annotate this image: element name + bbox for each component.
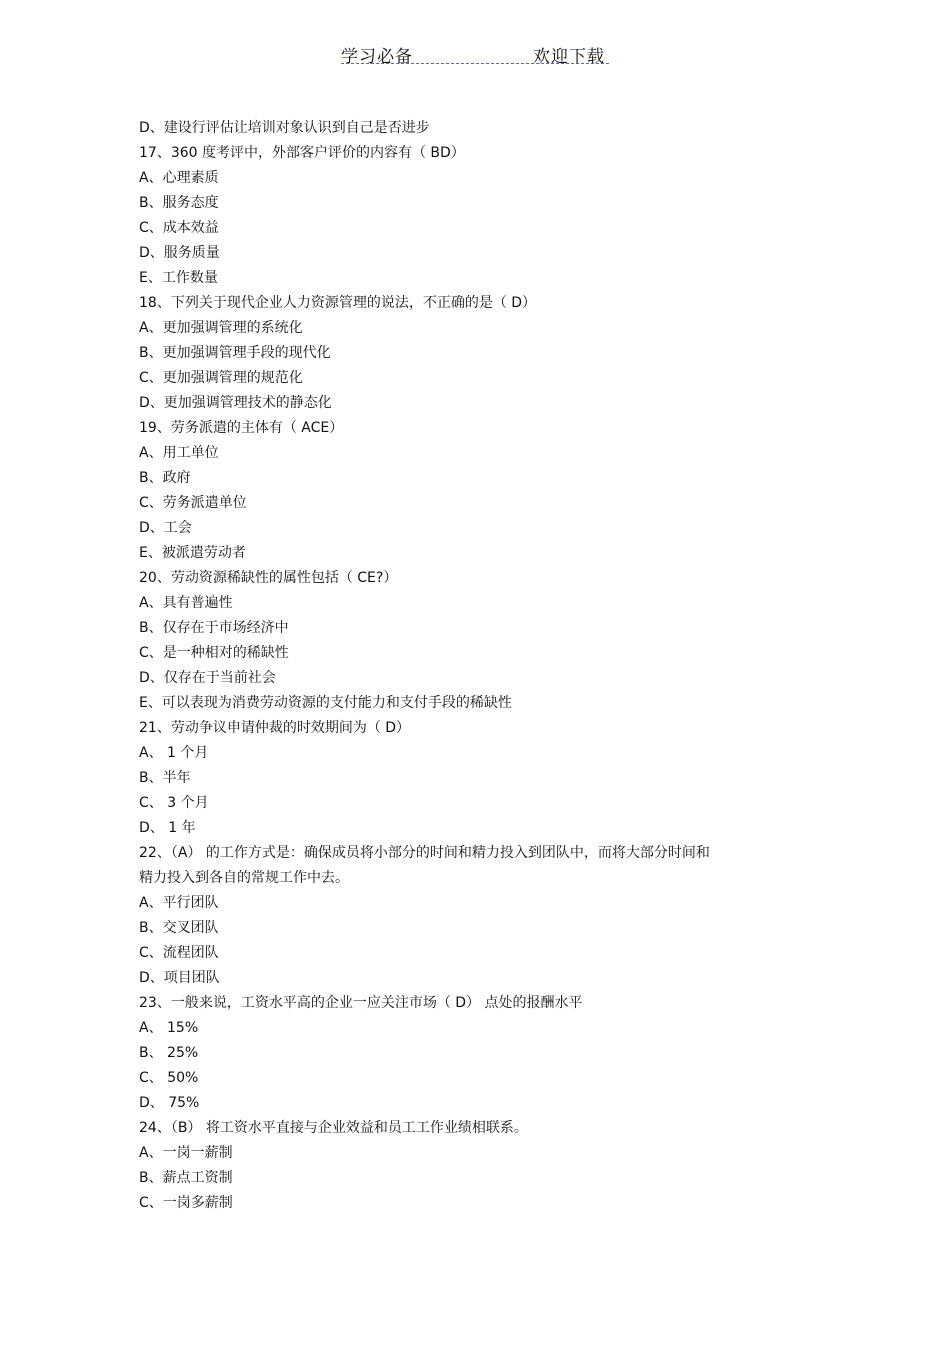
option-line: D、 75% — [139, 1095, 200, 1111]
option-line: D、服务质量 — [139, 245, 220, 261]
option-line: E、被派遣劳动者 — [139, 545, 246, 561]
option-line: E、工作数量 — [139, 270, 218, 286]
option-line: A、 15% — [139, 1020, 199, 1036]
option-line: E、可以表现为消费劳动资源的支付能力和支付手段的稀缺性 — [139, 695, 512, 711]
header-left-text: 学习必备 — [341, 47, 413, 67]
option-line: C、更加强调管理的规范化 — [139, 370, 303, 386]
header-dashed-rule — [341, 63, 609, 64]
option-line: A、更加强调管理的系统化 — [139, 320, 303, 336]
option-line: B、薪点工资制 — [139, 1170, 233, 1186]
option-line: B、政府 — [139, 470, 191, 486]
option-line: D、工会 — [139, 520, 192, 536]
question-18: 18、下列关于现代企业人力资源管理的说法，不正确的是（ D） — [139, 295, 537, 311]
option-line: C、劳务派遣单位 — [139, 495, 247, 511]
option-line: C、成本效益 — [139, 220, 219, 236]
option-line: B、更加强调管理手段的现代化 — [139, 345, 331, 361]
question-20: 20、劳动资源稀缺性的属性包括（ CE?） — [139, 570, 398, 586]
question-24: 24、（B） 将工资水平直接与企业效益和员工工作业绩相联系。 — [139, 1120, 528, 1136]
option-line: D、项目团队 — [139, 970, 220, 986]
question-22-continued: 精力投入到各自的常规工作中去。 — [139, 870, 349, 886]
option-line: C、 3 个月 — [139, 795, 209, 811]
option-line: A、具有普遍性 — [139, 595, 233, 611]
option-line: D、仅存在于当前社会 — [139, 670, 276, 686]
question-23: 23、一般来说，工资水平高的企业一应关注市场（ D） 点处的报酬水平 — [139, 995, 583, 1011]
option-line: A、一岗一薪制 — [139, 1145, 233, 1161]
option-line: B、 25% — [139, 1045, 199, 1061]
question-19: 19、劳务派遣的主体有（ ACE） — [139, 420, 344, 436]
option-line: A、心理素质 — [139, 170, 219, 186]
option-line: C、是一种相对的稀缺性 — [139, 645, 289, 661]
option-line: C、 50% — [139, 1070, 199, 1086]
option-line: B、交叉团队 — [139, 920, 219, 936]
option-line: A、用工单位 — [139, 445, 219, 461]
document-body — [139, 118, 779, 1218]
header-right-text: 欢迎下载 — [533, 47, 605, 67]
text-line: D、建设行评估让培训对象认识到自己是否进步 — [139, 120, 430, 136]
page-header — [0, 40, 950, 70]
question-17: 17、360 度考评中，外部客户评价的内容有（ BD） — [139, 145, 465, 161]
option-line: A、 1 个月 — [139, 745, 209, 761]
question-22: 22、（A） 的工作方式是：确保成员将小部分的时间和精力投入到团队中，而将大部分时间和 — [139, 845, 710, 861]
option-line: A、平行团队 — [139, 895, 219, 911]
option-line: C、流程团队 — [139, 945, 219, 961]
option-line: D、 1 年 — [139, 820, 196, 836]
option-line: B、半年 — [139, 770, 191, 786]
option-line: D、更加强调管理技术的静态化 — [139, 395, 332, 411]
option-line: B、服务态度 — [139, 195, 219, 211]
option-line: B、仅存在于市场经济中 — [139, 620, 289, 636]
option-line: C、一岗多薪制 — [139, 1195, 233, 1211]
question-21: 21、劳动争议申请仲裁的时效期间为（ D） — [139, 720, 411, 736]
